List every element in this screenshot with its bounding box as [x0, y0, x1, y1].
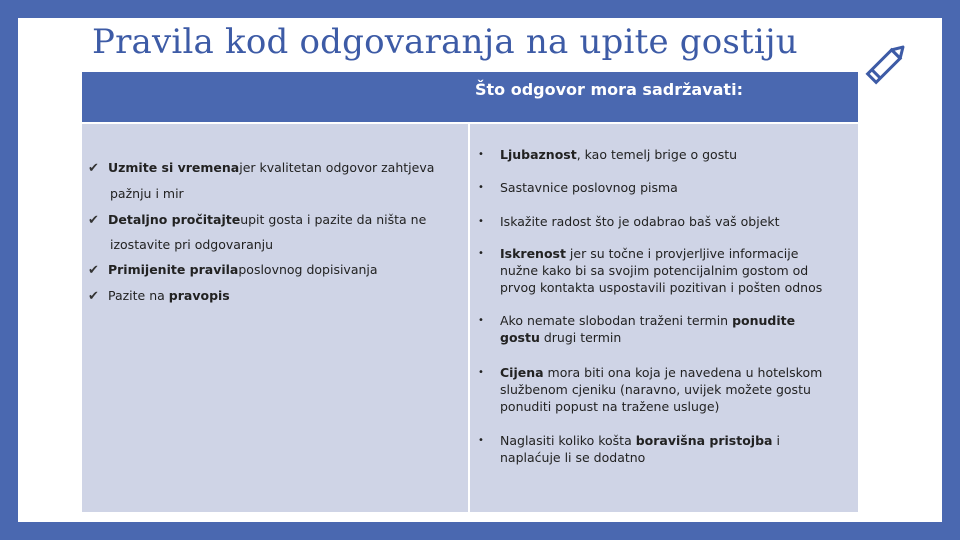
- item-text: i naplaćuje li se dodatno: [500, 433, 780, 465]
- right-cell: [470, 124, 858, 512]
- checkmark-icon: ✔: [88, 213, 99, 228]
- checkmark-icon: ✔: [88, 263, 99, 278]
- bullet-icon: •: [478, 367, 484, 378]
- list-item: [88, 160, 434, 177]
- checkmark-icon: ✔: [88, 289, 99, 304]
- item-text: , kao temelj brige o gostu: [576, 147, 738, 162]
- item-bold: Ljubaznost: [500, 147, 577, 162]
- item-bold: Uzmite si vremena: [107, 160, 240, 175]
- item-text: Sastavnice poslovnog pisma: [500, 180, 678, 195]
- content-table: [82, 72, 858, 512]
- list-item: [88, 262, 378, 279]
- item-bold: Iskrenost: [500, 246, 566, 261]
- pencil-icon: [856, 34, 916, 94]
- bullet-icon: •: [478, 182, 484, 193]
- item-bold: boravišna pristojba: [635, 433, 773, 448]
- item-text: Pazite na: [107, 288, 169, 303]
- list-item: [478, 213, 838, 230]
- checkmark-icon: ✔: [88, 161, 99, 176]
- item-bold: Detaljno pročitajte: [107, 212, 241, 227]
- bullet-icon: •: [478, 315, 484, 326]
- left-cell: [82, 124, 468, 512]
- item-text: jer kvalitetan odgovor zahtjeva: [239, 160, 435, 175]
- item-bold: pravopis: [168, 288, 230, 303]
- bullet-icon: •: [478, 248, 484, 259]
- header-text: Što odgovor mora sadržavati:: [475, 80, 743, 99]
- table-header: [82, 72, 858, 122]
- item-text: upit gosta i pazite da ništa ne: [240, 212, 427, 227]
- list-item: [478, 432, 838, 466]
- item-continuation: pažnju i mir: [110, 186, 184, 201]
- list-item: [478, 364, 838, 415]
- item-bold: Cijena: [500, 365, 544, 380]
- item-text: mora biti ona koja je navedena u hotelskom službenom cjeniku (naravno, uvijek možete gostu ponuditi popust na tražene usluge): [500, 365, 823, 414]
- item-text: Ako nemate slobodan traženi termin: [500, 313, 733, 328]
- bullet-icon: •: [478, 149, 484, 160]
- list-item: [478, 146, 838, 163]
- item-bold: ponudite gostu: [500, 313, 796, 345]
- list-item: [478, 245, 838, 296]
- item-text: drugi termin: [539, 330, 622, 345]
- list-item: [478, 312, 838, 346]
- item-bold: Primijenite pravila: [107, 262, 239, 277]
- list-item: [88, 288, 230, 305]
- item-text: jer su točne i provjerljive informacije nužne kako bi sa svojim potencijalnim gostom od prvog kontakta uspostavili pozitivan i pošten odnos: [500, 246, 823, 295]
- item-text: Iskažite radost što je odabrao baš vaš objekt: [500, 214, 780, 229]
- item-text: Naglasiti koliko košta: [500, 433, 636, 448]
- item-continuation: izostavite pri odgovaranju: [110, 237, 274, 252]
- list-item: [88, 212, 426, 229]
- item-text: poslovnog dopisivanja: [238, 262, 378, 277]
- bullet-icon: •: [478, 435, 484, 446]
- list-item: [478, 179, 838, 196]
- bullet-icon: •: [478, 216, 484, 227]
- slide-title: Pravila kod odgovaranja na upite gostiju: [92, 22, 798, 62]
